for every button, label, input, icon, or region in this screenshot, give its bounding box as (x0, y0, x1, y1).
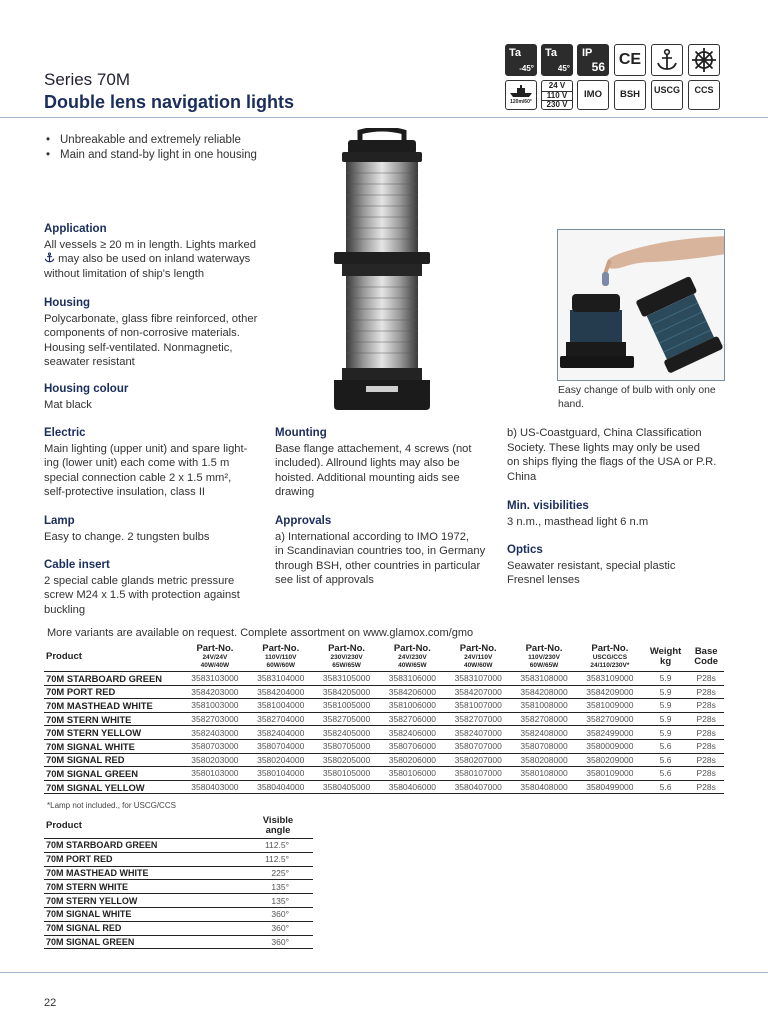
table-cell: 3580105000 (314, 767, 380, 781)
column-header: Product (44, 814, 243, 839)
table-cell: 3580403000 (182, 780, 248, 794)
table-cell: 3580708000 (511, 739, 577, 753)
product-cell: 70M STERN WHITE (44, 880, 243, 894)
ta-45-badge: Ta 45° (541, 44, 573, 76)
visibility-section (507, 499, 737, 529)
column-header: Base Code (688, 642, 724, 672)
table-cell: 3580408000 (511, 780, 577, 794)
column-header: Part-No. 110V/230V 60W/65W (511, 642, 577, 672)
table-row (44, 672, 724, 686)
product-cell: 70M STERN YELLOW (44, 726, 182, 740)
section-heading: Optics (507, 544, 543, 556)
anchor-icon (44, 252, 55, 263)
lamp-section (44, 514, 274, 544)
ccs-badge: CCS (688, 80, 720, 110)
section-heading: Min. visibilities (507, 500, 589, 512)
section-text: b) US-Coastguard, China Classification (507, 427, 702, 439)
section-heading: Approvals (275, 515, 332, 527)
table-row (44, 699, 724, 713)
section-text: Housing self-ventilated. Nonmagnetic, (44, 341, 233, 354)
table-cell: 3581004000 (248, 699, 314, 713)
table-cell: 3583104000 (248, 672, 314, 686)
electric-section (44, 426, 274, 500)
housing-section (44, 296, 274, 370)
section-text: Society. These lights may only be used (507, 441, 700, 454)
section-text: Main lighting (upper unit) and spare light- (44, 442, 248, 455)
angle-cell: 360° (243, 935, 313, 949)
product-cell: 70M SIGNAL GREEN (44, 767, 182, 781)
table-cell: 3582407000 (445, 726, 511, 740)
section-heading: Lamp (44, 515, 75, 527)
angle-cell: 225° (243, 866, 313, 880)
table-cell: 3580208000 (511, 753, 577, 767)
ships-wheel-icon (688, 44, 720, 76)
table-cell: 3580107000 (445, 767, 511, 781)
table-cell: 3580209000 (577, 753, 643, 767)
table-cell: 3583105000 (314, 672, 380, 686)
table-cell: 3580704000 (248, 739, 314, 753)
table-cell: 5.9 (643, 672, 689, 686)
table-cell: 3584208000 (511, 685, 577, 699)
section-heading: Electric (44, 427, 86, 439)
table-cell: 3580499000 (577, 780, 643, 794)
section-text: China (507, 470, 537, 483)
housing-colour-section (44, 382, 274, 412)
section-text: screw M24 x 1.5 with protection against (44, 589, 240, 602)
mounting-section (275, 426, 500, 500)
table-cell: 3582406000 (379, 726, 445, 740)
table-cell: P28s (688, 739, 724, 753)
table-cell: 5.9 (643, 699, 689, 713)
section-text: see list of approvals (275, 574, 374, 587)
table-cell: 3580106000 (379, 767, 445, 781)
table-cell: 3584207000 (445, 685, 511, 699)
page-number: 22 (44, 997, 57, 1009)
section-heading: Application (44, 223, 107, 235)
product-cell: 70M STARBOARD GREEN (44, 839, 243, 853)
part-number-table (44, 642, 724, 794)
angle-cell: 112.5° (243, 852, 313, 866)
bullet-item: • Unbreakable and extremely reliable (44, 133, 257, 148)
section-text: without limitation of ship's length (44, 267, 205, 280)
table-cell: 5.9 (643, 726, 689, 740)
table-cell: 5.9 (643, 685, 689, 699)
table-cell: P28s (688, 767, 724, 781)
table-cell: 3580404000 (248, 780, 314, 794)
table-cell: 3580207000 (445, 753, 511, 767)
table-cell: 3582405000 (314, 726, 380, 740)
uscg-badge: USCG (651, 80, 683, 110)
table-row (44, 921, 313, 935)
table-cell: 3583106000 (379, 672, 445, 686)
table-cell: 3580703000 (182, 739, 248, 753)
certification-badges (505, 44, 727, 112)
table-cell: 3581008000 (511, 699, 577, 713)
table-row (44, 894, 313, 908)
table-header-row (44, 642, 724, 672)
table-cell: 3582708000 (511, 712, 577, 726)
table-row (44, 866, 313, 880)
product-cell: 70M STERN YELLOW (44, 894, 243, 908)
table-cell: 3582404000 (248, 726, 314, 740)
footnote: *Lamp not included., for USCG/CCS (47, 801, 176, 810)
ship-range-badge: 120m/60° (505, 80, 537, 110)
header-divider (0, 117, 768, 118)
angle-cell: 112.5° (243, 839, 313, 853)
product-cell: 70M SIGNAL WHITE (44, 739, 182, 753)
product-cell: 70M SIGNAL YELLOW (44, 780, 182, 794)
product-cell: 70M SIGNAL RED (44, 753, 182, 767)
column-header: Weight kg (643, 642, 689, 672)
table-cell: 5.6 (643, 780, 689, 794)
column-header: Part-No. 24V/110V 40W/60W (445, 642, 511, 672)
section-text: self-protective insulation, class II (44, 486, 206, 499)
voltage-badge: 24 V 110 V 230 V (541, 80, 573, 110)
table-cell: P28s (688, 726, 724, 740)
column-header: Product (44, 642, 182, 672)
column-header: Part-No. 24V/24V 40W/40W (182, 642, 248, 672)
section-text: Easy to change. 2 tungsten bulbs (44, 530, 210, 543)
section-text: special connection cable 2 x 1.5 mm², (44, 471, 232, 484)
table-cell: 3580406000 (379, 780, 445, 794)
table-cell: 3580205000 (314, 753, 380, 767)
table-cell: 3582408000 (511, 726, 577, 740)
column-header: Part-No. USCG/CCS 24/110/230V* (577, 642, 643, 672)
table-cell: 3580706000 (379, 739, 445, 753)
page-title: Double lens navigation lights (44, 92, 295, 112)
table-cell: 3580103000 (182, 767, 248, 781)
section-text: 3 n.m., masthead light 6 n.m (507, 515, 649, 528)
angle-cell: 360° (243, 921, 313, 935)
section-text: a) International according to IMO 1972, (275, 530, 470, 543)
product-cell: 70M STERN WHITE (44, 712, 182, 726)
series-label: Series 70M (44, 70, 130, 89)
product-cell: 70M PORT RED (44, 685, 182, 699)
section-text: through BSH, other countries in particular (275, 559, 481, 572)
table-cell: 3580206000 (379, 753, 445, 767)
table-cell: 3584205000 (314, 685, 380, 699)
section-text: ing (lower unit) each come with 1.5 m (44, 457, 230, 470)
table-row (44, 852, 313, 866)
product-cell: 70M STARBOARD GREEN (44, 672, 182, 686)
table-cell: 3582703000 (182, 712, 248, 726)
table-cell: 5.6 (643, 767, 689, 781)
table-cell: P28s (688, 685, 724, 699)
section-text: Mat black (44, 398, 92, 411)
table-cell: 3582403000 (182, 726, 248, 740)
table-cell: 5.6 (643, 753, 689, 767)
table-cell: P28s (688, 699, 724, 713)
feature-bullets (44, 133, 257, 162)
product-cell: 70M MASTHEAD WHITE (44, 866, 243, 880)
angle-cell: 135° (243, 880, 313, 894)
approvals-b-section (507, 426, 737, 484)
angle-cell: 135° (243, 894, 313, 908)
ip56-badge: IP 56 (577, 44, 609, 76)
table-header-row (44, 814, 313, 839)
table-cell: 3582705000 (314, 712, 380, 726)
optics-section (507, 543, 737, 588)
table-row (44, 712, 724, 726)
section-text: Fresnel lenses (507, 574, 580, 587)
table-cell: 3583108000 (511, 672, 577, 686)
table-cell: 3580405000 (314, 780, 380, 794)
product-cell: 70M SIGNAL WHITE (44, 907, 243, 921)
table-cell: 3580108000 (511, 767, 577, 781)
bulb-change-photo (557, 229, 725, 381)
table-cell: 3581003000 (182, 699, 248, 713)
table-cell: 3582709000 (577, 712, 643, 726)
navigation-light-image (330, 128, 434, 410)
table-cell: 3580707000 (445, 739, 511, 753)
table-cell: 3582499000 (577, 726, 643, 740)
table-cell: P28s (688, 753, 724, 767)
table-cell: 5.9 (643, 712, 689, 726)
table-row (44, 767, 724, 781)
section-text: Base flange attachement, 4 screws (not (275, 442, 472, 455)
table-cell: 3581009000 (577, 699, 643, 713)
column-header: Part-No. 110V/110V 60W/60W (248, 642, 314, 672)
table-row (44, 880, 313, 894)
table-cell: 3581005000 (314, 699, 380, 713)
table-cell: 3582704000 (248, 712, 314, 726)
more-variants-text: More variants are available on request. Complete assortment on www.glamox.com/gmo (47, 627, 474, 639)
table-cell: 3580104000 (248, 767, 314, 781)
table-row (44, 685, 724, 699)
product-cell: 70M SIGNAL RED (44, 921, 243, 935)
section-text: on ships flying the flags of the USA or P.R. (507, 456, 717, 469)
table-cell: P28s (688, 672, 724, 686)
table-cell: 3580705000 (314, 739, 380, 753)
table-cell: 3580109000 (577, 767, 643, 781)
table-cell: 3580204000 (248, 753, 314, 767)
column-header: Part-No. 24V/230V 40W/65W (379, 642, 445, 672)
table-row (44, 935, 313, 949)
column-header: Visible angle (243, 814, 313, 839)
section-text: components of non-corrosive materials. (44, 327, 240, 340)
column-header: Part-No. 230V/230V 65W/65W (314, 642, 380, 672)
table-cell: 3581007000 (445, 699, 511, 713)
table-row (44, 726, 724, 740)
bullet-item: • Main and stand-by light in one housing (44, 148, 257, 163)
table-cell: 3584203000 (182, 685, 248, 699)
table-row (44, 907, 313, 921)
table-row (44, 839, 313, 853)
imo-badge: IMO (577, 80, 609, 110)
section-text: included). Allround lights may also be (275, 457, 460, 470)
table-cell: 3584206000 (379, 685, 445, 699)
table-cell: 3584204000 (248, 685, 314, 699)
table-cell: P28s (688, 780, 724, 794)
angle-cell: 360° (243, 907, 313, 921)
section-heading: Housing (44, 297, 90, 309)
section-text: 2 special cable glands metric pressure (44, 574, 235, 587)
table-cell: 3583109000 (577, 672, 643, 686)
cable-insert-section (44, 558, 274, 617)
table-cell: P28s (688, 712, 724, 726)
table-row (44, 739, 724, 753)
ta-minus45-badge: Ta -45° (505, 44, 537, 76)
table-cell: 3581006000 (379, 699, 445, 713)
section-text: Polycarbonate, glass fibre reinforced, other (44, 312, 258, 325)
product-cell: 70M SIGNAL GREEN (44, 935, 243, 949)
table-cell: 3580407000 (445, 780, 511, 794)
table-cell: 3580203000 (182, 753, 248, 767)
table-cell: 3580009000 (577, 739, 643, 753)
approvals-section (275, 514, 500, 588)
section-text: buckling (44, 603, 86, 616)
anchor-icon (651, 44, 683, 76)
section-heading: Housing colour (44, 383, 129, 395)
section-text: All vessels ≥ 20 m in length. Lights marked (44, 238, 256, 251)
application-section (44, 222, 274, 281)
table-cell: 3584209000 (577, 685, 643, 699)
section-text: hoisted. Additional mounting aids see (275, 471, 460, 484)
section-text: in Scandinavian countries too, in Germany (275, 545, 486, 558)
table-cell: 5.6 (643, 739, 689, 753)
table-row (44, 780, 724, 794)
section-heading: Cable insert (44, 559, 110, 571)
table-cell: 3583103000 (182, 672, 248, 686)
section-text: drawing (275, 486, 315, 499)
section-text: Seawater resistant, special plastic (507, 559, 676, 572)
footer-divider (0, 972, 768, 973)
product-cell: 70M MASTHEAD WHITE (44, 699, 182, 713)
product-cell: 70M PORT RED (44, 852, 243, 866)
table-cell: 3582706000 (379, 712, 445, 726)
visible-angle-table (44, 814, 313, 949)
section-text: may also be used on inland waterways (44, 252, 274, 267)
table-row (44, 753, 724, 767)
section-text: seawater resistant (44, 356, 135, 369)
bsh-badge: BSH (614, 80, 646, 110)
ce-mark-icon: CE (614, 44, 646, 76)
table-cell: 3582707000 (445, 712, 511, 726)
photo-caption: Easy change of bulb with only one hand. (558, 385, 716, 410)
table-cell: 3583107000 (445, 672, 511, 686)
section-heading: Mounting (275, 427, 327, 439)
